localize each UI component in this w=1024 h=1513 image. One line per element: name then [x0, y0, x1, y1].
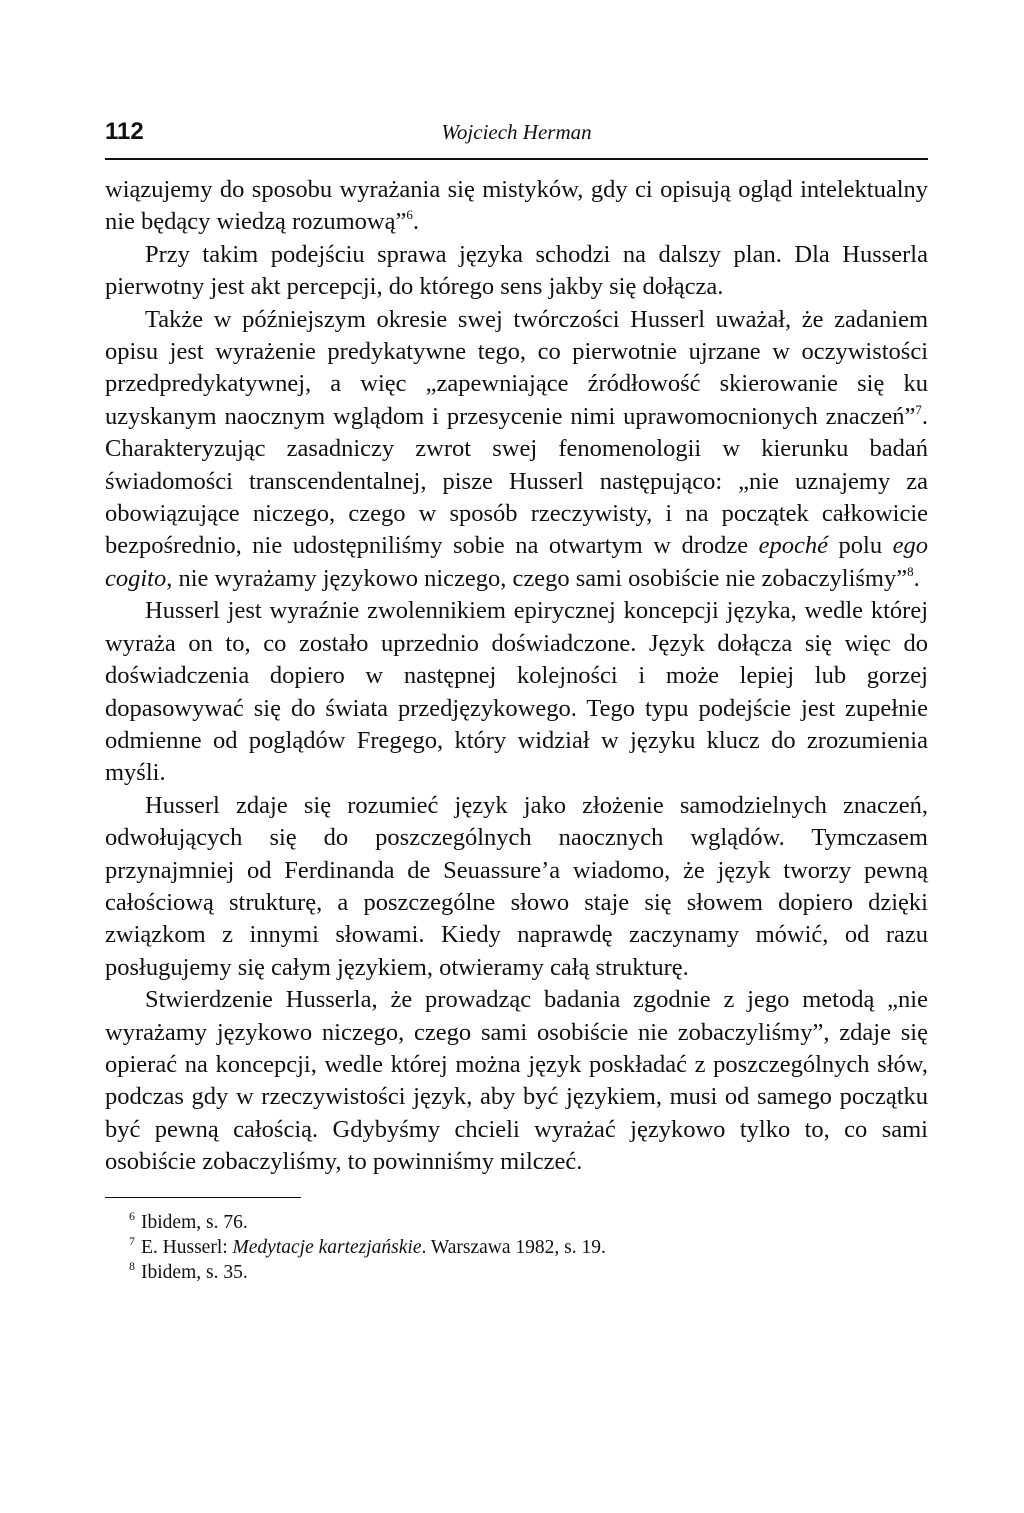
footnote: $^6$ Ibidem, s. 76. [129, 1208, 248, 1233]
footnote: $^8$ Ibidem, s. 35. [129, 1258, 248, 1283]
paragraph: Przy takim podejściu sprawa języka schodzi na dalszy plan. Dla Husserla pierwotny jest akt percepcji, do którego sens jakby się dołącza. [105, 240, 928, 301]
footnote-ref: 7 [915, 401, 922, 417]
footnotes [105, 1210, 928, 1285]
page-number: 112 [105, 118, 144, 145]
running-author: Wojciech Herman [441, 120, 592, 144]
paragraph: Także w późniejszym okresie swej twórczości Husserl uważał, że zadaniem opisu jest wyrażenie predykatywne tego, co pierwotnie ujrzane w oczywistości przedpredykatywnej, a więc „zapewniające źródłowość skierowanie się ku uzyskanym naocznym wglądom i przesycenie nimi uprawomocnionych znaczeń”$^7$. Charakteryzując zasadniczy zwrot swej fenomenologii w kierunku badań świadomości transcendentalnej, pisze Husserl następująco: „nie uznajemy za obowiązujące niczego, czego w sposób rzeczywisty, i na początek całkowicie bezpośrednio, nie udostępniliśmy sobie na otwartym w drodze epoché polu ego cogito, nie wyrażamy językowo niczego, czego sami osobiście nie zobaczyliśmy”$^8$. [105, 305, 929, 592]
running-head [105, 118, 928, 160]
body-text [105, 174, 928, 1179]
book-page [105, 118, 928, 1285]
footnote: $^7$ E. Husserl: Medytacje kartezjańskie. Warszawa 1982, s. 19. [129, 1233, 606, 1258]
paragraph: Husserl zdaje się rozumieć język jako złożenie samodzielnych znaczeń, odwołujących się do poszczególnych naocznych wglądów. Tymczasem przynajmniej od Ferdinanda de Seuassure’a wiadomo, że język tworzy pewną całościową strukturę, a poszczególne słowo staje się słowem dopiero dzięki związkom z innymi słowami. Kiedy naprawdę zaczynamy mówić, od razu posługujemy się całym językiem, otwieramy całą strukturę. [105, 791, 928, 981]
paragraph: Stwierdzenie Husserla, że prowadząc badania zgodnie z jego metodą „nie wyrażamy językowo niczego, czego sami osobiście nie zobaczyliśmy”, zdaje się opierać na koncepcji, wedle której można język poskładać z poszczególnych słów, podczas gdy w rzeczywistości język, aby być językiem, musi od samego początku być pewną całością. Gdybyśmy chcieli wyrażać językowo tylko to, co sami osobiście zobaczyliśmy, to powinniśmy milczeć. [105, 986, 928, 1176]
paragraph: wiązujemy do sposobu wyrażania się mistyków, gdy ci opisują ogląd intelektualny nie będący wiedzą rozumową”$^6$. [105, 176, 928, 236]
footnote-divider [105, 1197, 301, 1198]
footnote-ref: 6 [406, 207, 413, 223]
paragraph: Husserl jest wyraźnie zwolennikiem epirycznej koncepcji języka, wedle której wyraża on to, co zostało uprzednio doświadczone. Język dołącza się więc do doświadczenia dopiero w następnej kolejności i może lepiej lub gorzej dopasowywać się do świata przedjęzykowego. Tego typu podejście jest zupełnie odmienne od poglądów Fregego, który widział w języku klucz do zrozumienia myśli. [105, 597, 928, 787]
footnote-ref: 8 [907, 563, 914, 579]
